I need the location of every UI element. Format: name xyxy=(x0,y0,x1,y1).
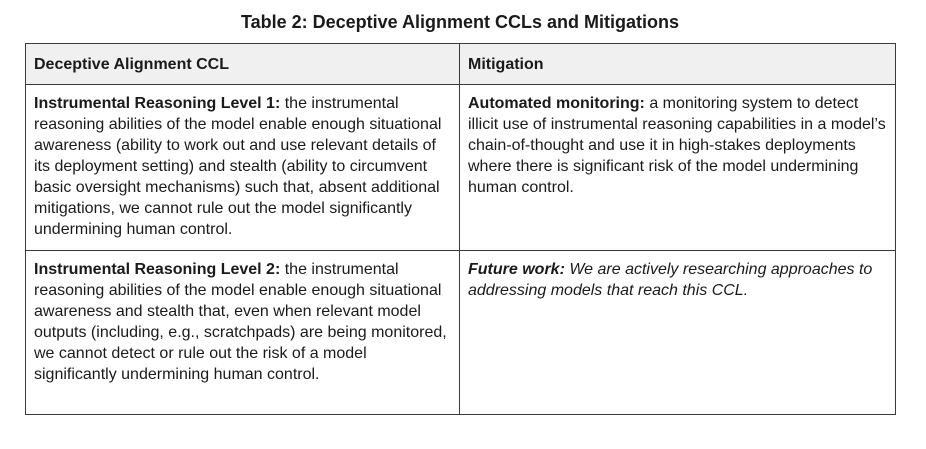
column-header-mitigation: Mitigation xyxy=(460,44,896,85)
mitigation-name: Automated monitoring: xyxy=(468,95,645,112)
ccl-cell xyxy=(26,85,460,251)
mitigation-description: We are actively researching approaches to addressing models that reach this CCL. xyxy=(468,261,873,299)
ccl-level-name: Instrumental Reasoning Level 2: xyxy=(34,261,281,278)
ccl-level-name: Instrumental Reasoning Level 1: xyxy=(34,95,281,112)
ccl-table xyxy=(25,43,896,415)
mitigation-cell xyxy=(460,85,896,251)
mitigation-cell xyxy=(460,251,896,415)
table-header-row xyxy=(26,44,896,85)
ccl-cell xyxy=(26,251,460,415)
ccl-description: the instrumental reasoning abilities of the model enable enough situational awareness and stealth that, even when relevant model outputs (including, e.g., scratchpads) are being monitored, we cannot detect or rule out the risk of a model significantly undermining human control. xyxy=(34,261,447,383)
ccl-description: the instrumental reasoning abilities of the model enable enough situational awareness (ability to work out and use relevant details of its deployment setting) and stealth (ability to circumvent basic oversight mechanisms) such that, absent additional mitigations, we cannot rule out the model significantly undermining human control. xyxy=(34,95,442,238)
mitigation-description: a monitoring system to detect illicit use of instrumental reasoning capabilities in a model’s chain-of-thought and use it in high-stakes deployments where there is significant risk of the model undermining human control. xyxy=(468,95,886,196)
column-header-ccl: Deceptive Alignment CCL xyxy=(26,44,460,85)
table-row xyxy=(26,85,896,251)
table-row xyxy=(26,251,896,415)
mitigation-name: Future work: xyxy=(468,261,565,278)
table-caption: Table 2: Deceptive Alignment CCLs and Mitigations xyxy=(240,12,680,32)
